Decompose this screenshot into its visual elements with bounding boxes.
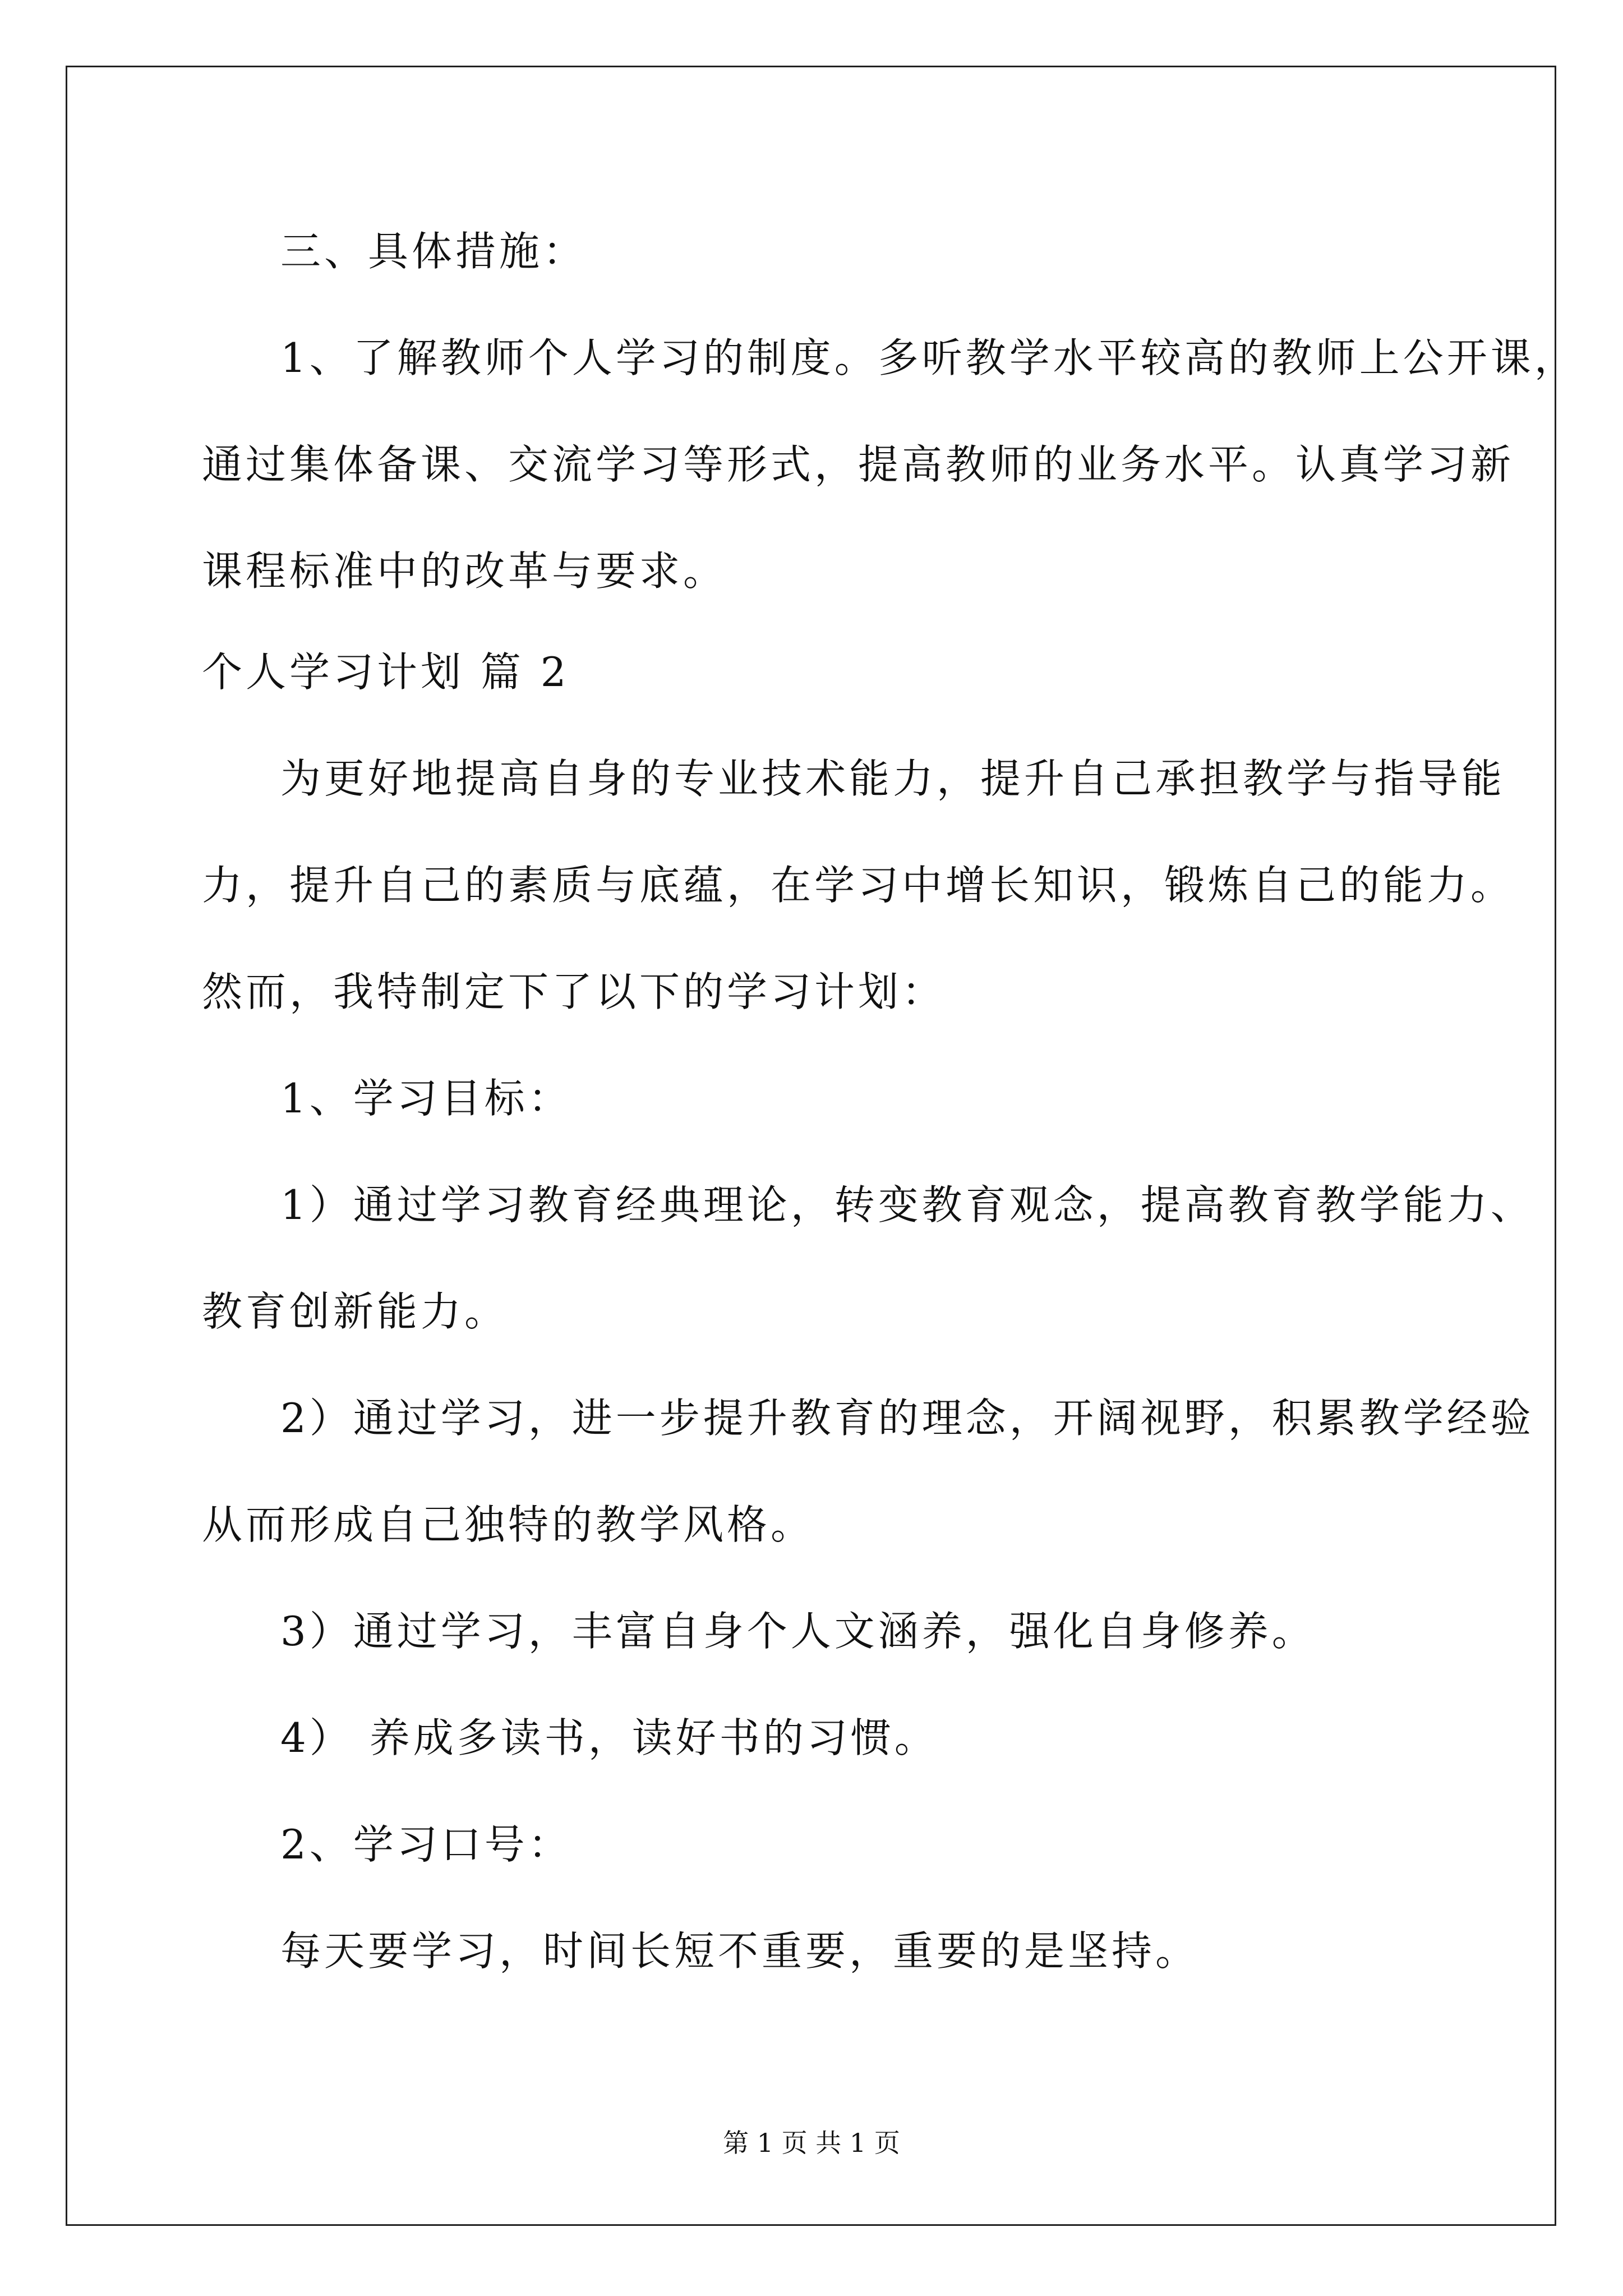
list-item: 1）通过学习教育经典理论，转变教育观念，提高教育教学能力、	[280, 1181, 1534, 1228]
page-footer: 第 1 页 共 1 页	[723, 2128, 900, 2158]
list-item-continuation: 从而形成自己独特的教学风格。	[202, 1501, 815, 1548]
paragraph-line: 课程标准中的改革与要求。	[202, 547, 727, 595]
list-item: 2）通过学习，进一步提升教育的理念，开阔视野，积累教学经验	[280, 1395, 1534, 1442]
paragraph-line: 然而，我特制定下了以下的学习计划：	[202, 968, 946, 1015]
list-item: 3）通过学习，丰富自身个人文涵养，强化自身修养。	[280, 1608, 1316, 1655]
paragraph-line: 通过集体备课、交流学习等形式，提高教师的业务水平。认真学习新	[202, 441, 1515, 488]
section-heading-goals: 1、学习目标：	[280, 1075, 572, 1122]
section-heading-measures: 三、具体措施：	[280, 228, 587, 275]
page-border	[66, 66, 1556, 2226]
paragraph-line: 力，提升自己的素质与底蕴，在学习中增长知识，锻炼自己的能力。	[202, 862, 1515, 909]
paragraph-line: 为更好地提高自身的专业技术能力，提升自己承担教学与指导能	[280, 755, 1506, 802]
list-item-continuation: 教育创新能力。	[202, 1288, 509, 1335]
list-item: 4） 养成多读书，读好书的习惯。	[280, 1714, 938, 1761]
slogan-text: 每天要学习，时间长短不重要，重要的是坚持。	[280, 1927, 1200, 1975]
article-title: 个人学习计划 篇 2	[202, 648, 570, 696]
section-heading-slogan: 2、学习口号：	[280, 1821, 572, 1868]
paragraph-line: 1、了解教师个人学习的制度。多听教学水平较高的教师上公开课，	[280, 334, 1578, 381]
